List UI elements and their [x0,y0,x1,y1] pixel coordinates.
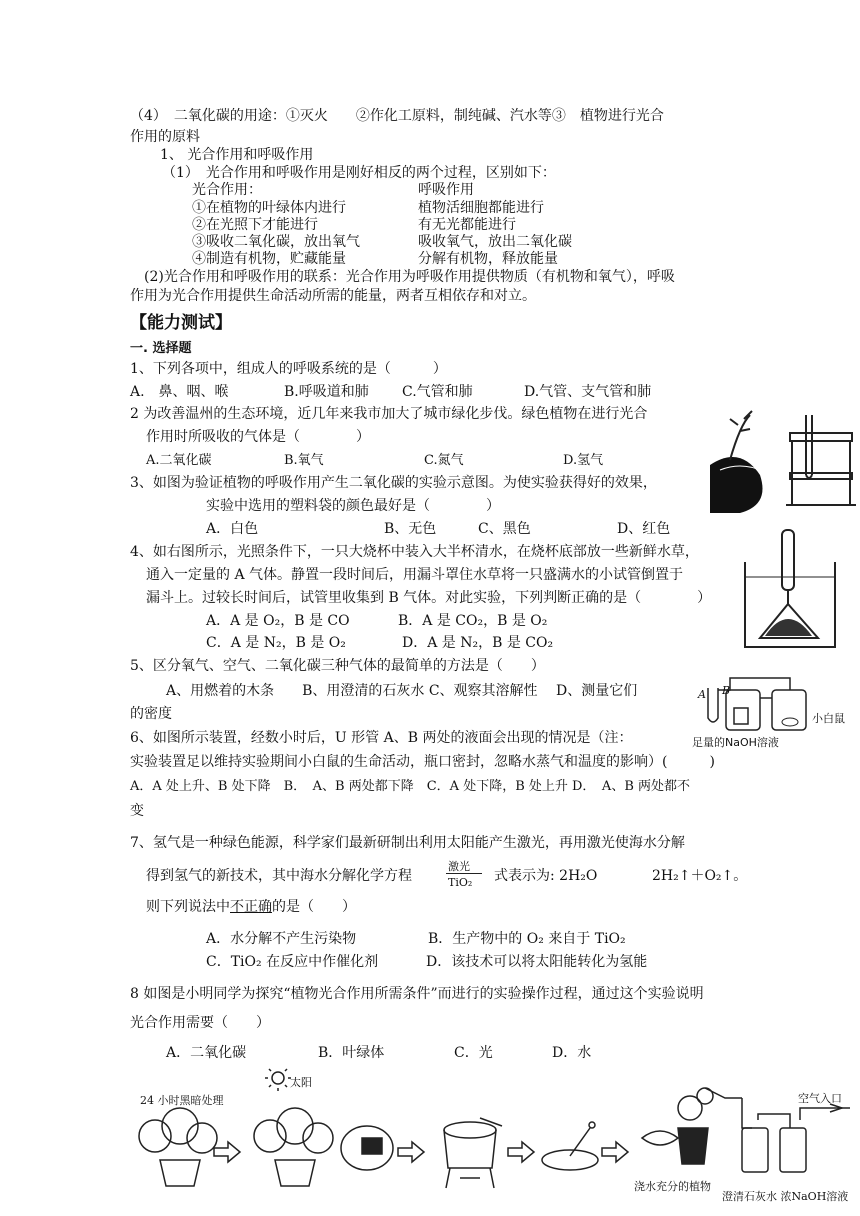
q4-stem-3: 漏斗上。过较长时间后，试管里收集到 B 气体。对此实验，下列判断正确的是（ ） [146,590,712,606]
test-tube-rack [786,415,856,505]
q1-option-b: B.呼吸道和肺 [284,384,369,400]
compare-header-left: 光合作用： [192,182,262,198]
bottles-setup [742,1098,850,1172]
q6-options-cont: 变 [130,803,144,819]
q2-option-b: B.氧气 [284,453,324,468]
q8-stem-2: 光合作用需要（ ） [130,1015,270,1031]
q3-stem-2: 实验中选用的塑料袋的颜色最好是（ ） [206,498,500,514]
section-title: 【能力测试】 [130,313,232,333]
q7-option-b: B．生产物中的 O₂ 来自于 TiO₂ [428,931,626,947]
q7-stem-2-pre: 得到氢气的新技术，其中海水分解化学方程 [146,868,412,884]
q6-stem-2: 实验装置足以维持实验期间小白鼠的生命活动，瓶口密封，忽略水蒸气和温度的影响）( ) [130,754,715,770]
q7-arrow-bottom: TiO₂ [448,876,473,889]
arrow-icon [214,1142,240,1162]
q5-options: A、用燃着的木条 B、用澄清的石灰水 C、观察其溶解性 D、测量它们 [166,683,638,699]
q8-stem-1: 8 如图是小明同学为探究“植物光合作用所需条件”而进行的实验操作过程，通过这个实验说明 [130,986,704,1002]
q3-stem-1: 3、如图为验证植物的呼吸作用产生二氧化碳的实验示意图。为使实验获得好的效果， [130,475,657,491]
naoh-label: 足量的NaOH溶液 [692,736,779,749]
inverted-test-tube [782,530,794,590]
q4-option-c: C．A 是 N₂，B 是 O₂ [206,635,346,651]
q6-options: A．A 处上升、B 处下降 B． A、B 两处都下降 C．A 处下降，B 处上升 D． A、B 两处都不 [130,779,691,794]
q3-option-d: D、红色 [617,521,671,537]
q1-option-a: A. 鼻、咽、喉 [130,384,229,400]
q7-option-d: D．该技术可以将太阳能转化为氢能 [426,954,648,970]
plant-bag-illustration [710,411,770,513]
q5-options-cont: 的密度 [130,706,172,722]
q4-stem-1: 4、如右图所示，光照条件下，一只大烧杯中装入大半杯清水，在烧杯底部放一些新鲜水草， [130,544,699,560]
air-inlet-label: 空气入口 [798,1092,842,1105]
q4-option-a: A．A 是 O₂，B 是 CO [206,613,350,629]
q4-figure [740,522,840,652]
compare-left-1: ①在植物的叶绿体内进行 [192,200,346,216]
item-1: （1） 光合作用和呼吸作用是刚好相反的两个过程，区别如下： [162,165,556,181]
leaf-icon [341,1126,393,1170]
compare-right-4: 分解有机物，释放能量 [418,251,558,267]
q3-option-a: A．白色 [206,521,259,537]
subsection-title: 一. 选择题 [130,341,192,356]
q7-stem-1: 7、氢气是一种绿色能源，科学家们最新研制出利用太阳能产生激光，再用激光使海水分解 [130,835,685,851]
compare-header-right: 呼吸作用 [418,182,474,198]
arrow-icon [602,1142,628,1162]
q7-option-c: C．TiO₂ 在反应中作催化剂 [206,954,379,970]
sun-label: 太阳 [290,1076,312,1089]
q7-stem-2-post: 式表示为: 2H₂O [494,868,598,884]
potted-plant-icon [642,1088,742,1164]
item-2-line1: (2)光合作用和呼吸作用的联系：光合作用为呼吸作用提供物质（有机物和氧气），呼吸 [144,269,675,285]
mouse-label: 小白鼠 [812,712,845,725]
q3-figure [700,405,860,515]
q6-stem-1: 6、如图所示装置，经数小时后，U 形管 A、B 两处的液面会出现的情况是（注： [130,730,633,746]
compare-left-3: ③吸收二氧化碳，放出氧气 [192,234,360,250]
plant-light-icon [254,1108,333,1186]
mouse-icon [782,718,798,726]
q5-stem: 5、区分氧气、空气、二氧化碳三种气体的最简单的方法是（ ） [130,658,545,674]
compare-left-4: ④制造有机物，贮藏能量 [192,251,346,267]
water-plant [765,619,812,636]
heading-photosynthesis-respiration: 1、 光合作用和呼吸作用 [160,147,314,163]
water-bath-icon [444,1118,502,1188]
q2-option-a: A.二氧化碳 [146,453,212,468]
compare-right-3: 吸收氧气，放出二氧化碳 [418,234,572,250]
q4-stem-2: 通入一定量的 A 气体。静置一段时间后，用漏斗罩住水草将一只盛满水的小试管倒置于 [146,567,684,583]
q6-figure [690,668,855,752]
arrow-icon [508,1142,534,1162]
sun-icon [265,1068,291,1091]
q7-stem-3-post: 的是（ ） [272,899,356,915]
q4-option-d: D．A 是 N₂，B 是 CO₂ [402,635,554,651]
q7-stem-3 [146,898,356,916]
q8-option-b: B．叶绿体 [318,1045,385,1061]
plant-dark-icon [139,1108,217,1186]
watered-plant-label: 浇水充分的植物 [634,1180,711,1193]
compare-right-1: 植物活细胞都能进行 [418,200,544,216]
arrow-icon [398,1142,424,1162]
q1-stem: 1、下列各项中，组成人的呼吸系统的是（ ） [130,361,447,377]
compare-right-2: 有无光都能进行 [418,217,516,233]
q1-option-c: C.气管和肺 [402,384,473,400]
q8-option-c: C．光 [454,1045,493,1061]
q2-option-d: D.氢气 [563,453,604,468]
q8-option-d: D．水 [552,1045,592,1061]
bottle-mouse [772,690,806,730]
q7-arrow-top: 激光 [448,860,470,873]
compare-left-2: ②在光照下才能进行 [192,217,318,233]
q8-figure [130,1068,855,1208]
u-tube-label-b: B [722,684,731,697]
q2-stem-1: 2 为改善温州的生态环境，近几年来我市加大了城市绿化步伐。绿色植物在进行光合 [130,406,648,422]
q7-option-a: A．水分解不产生污染物 [206,931,357,947]
bottles-label: 澄清石灰水 浓NaOH溶液 [722,1190,849,1203]
u-tube [708,688,718,722]
u-tube-label-a: A [698,688,706,701]
dark-treatment-label: 24 小时黑暗处理 [140,1094,224,1107]
item-2-line2: 作用为光合作用提供生命活动所需的能量，两者互相依存和对立。 [130,288,536,304]
q4-option-b: B．A 是 CO₂，B 是 O₂ [398,613,548,629]
q1-option-d: D.气管、支气管和肺 [524,384,652,400]
q7-stem-3-emph: 不正确 [230,899,272,915]
q2-option-c: C.氮气 [424,453,464,468]
co2-use-line1: （4） 二氧化碳的用途：①灭火 ②作化工原料，制纯碱、汽水等③ 植物进行光合 [130,108,664,124]
petri-dish-icon [542,1122,598,1170]
q7-products: 2H₂↑＋O₂↑。 [652,868,748,884]
q8-option-a: A．二氧化碳 [166,1045,247,1061]
co2-use-line2: 作用的原料 [130,129,200,145]
q2-stem-2: 作用时所吸收的气体是（ ） [146,429,370,445]
q3-option-c: C、黑色 [478,521,531,537]
q7-stem-3-pre: 则下列说法中 [146,899,230,915]
q3-option-b: B、无色 [384,521,437,537]
